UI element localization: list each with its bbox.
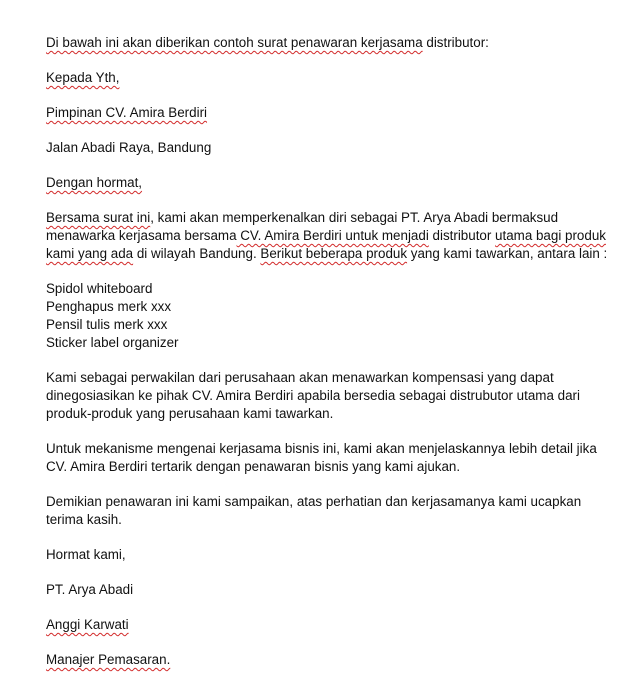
letter-body <box>46 34 616 669</box>
product-list <box>46 280 616 352</box>
recipient <box>46 104 616 122</box>
body-paragraph-4: Demikian penawaran ini kami sampaikan, atas perhatian dan kerjasamanya kami ucapkan terima kasih. <box>46 494 582 527</box>
product-item: Pensil tulis merk xxx <box>46 317 168 332</box>
body-paragraph-3: Untuk mekanisme mengenai kerjasama bisnis ini, kami akan menjelaskannya lebih detail jika CV. Amira Berdiri tertarik dengan penawaran bisnis yang kami ajukan. <box>46 441 597 474</box>
body1-part: Bersama surat ini <box>46 210 151 225</box>
body1-part: utama bagi produk kami yang ada <box>46 228 606 261</box>
company-name: PT. Arya Abadi <box>46 582 134 597</box>
salutation-text: Dengan hormat, <box>46 175 143 190</box>
product-item: Penghapus merk xxx <box>46 299 172 314</box>
intro-text: Di bawah ini akan diberikan contoh surat penawaran kerjasama <box>46 35 423 50</box>
body1-part: distributor <box>428 228 496 243</box>
greeting-to-text: Kepada Yth, <box>46 70 120 85</box>
signer-title <box>46 651 616 669</box>
product-item: Sticker label organizer <box>46 335 179 350</box>
body1-part: CV. Amira Berdiri untuk menjadi <box>236 228 429 243</box>
body1-part: , kami akan memperkenalkan diri sebagai PT. Arya Abadi bermaksud menawarka kerjasama bersama <box>46 210 559 243</box>
greeting-to <box>46 69 616 87</box>
signer-name <box>46 616 616 634</box>
salutation <box>46 174 616 192</box>
signer-title-text: Manajer Pemasaran. <box>46 652 171 667</box>
signer-name-text: Anggi Karwati <box>46 617 129 632</box>
closing: Hormat kami, <box>46 547 126 562</box>
intro-paragraph <box>46 34 616 52</box>
intro-text-tail: distributor: <box>422 35 489 50</box>
product-item: Spidol whiteboard <box>46 281 153 296</box>
body1-part: yang kami tawarkan, antara lain : <box>407 246 608 261</box>
body-paragraph-1 <box>46 209 616 263</box>
body1-part: Berikut beberapa produk <box>260 246 408 261</box>
body-paragraph-2: Kami sebagai perwakilan dari perusahaan akan menawarkan kompensasi yang dapat dinegosiasikan ke pihak CV. Amira Berdiri apabila bersedia sebagai distrubutor utama dari produk-produk yang perusahaan kami tawarkan. <box>46 370 580 421</box>
address: Jalan Abadi Raya, Bandung <box>46 140 212 155</box>
body1-part: di wilayah Bandung. <box>133 246 261 261</box>
recipient-text: Pimpinan CV. Amira Berdiri <box>46 105 208 120</box>
